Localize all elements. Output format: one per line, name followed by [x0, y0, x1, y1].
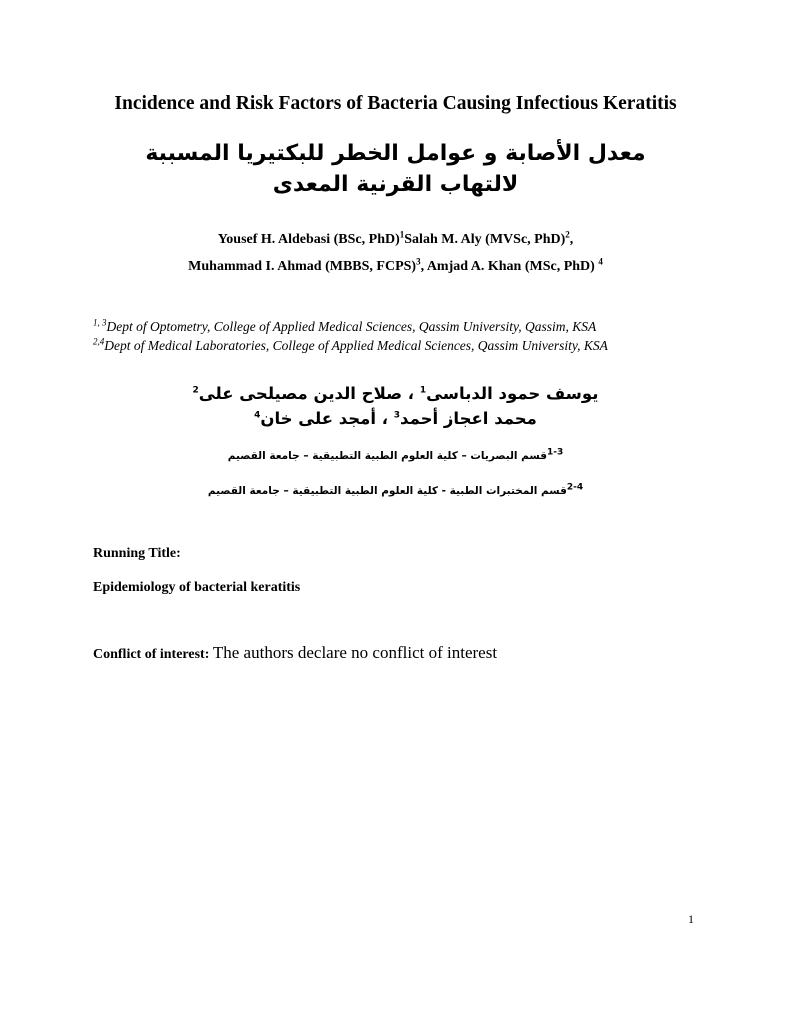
- arabic-affiliation-sup: 1-3: [546, 447, 564, 458]
- paper-title-arabic-line2: لالتهاب القرنية المعدى: [272, 172, 519, 197]
- author-separator: ,: [420, 259, 427, 274]
- affiliation-text: Dept of Optometry, College of Applied Medical Sciences, Qassim University, Qassim, KSA: [106, 319, 597, 334]
- author-affil-sup: 1: [399, 229, 405, 240]
- author-line-1: [0, 229, 791, 248]
- paper-title-english: Incidence and Risk Factors of Bacteria Causing Infectious Keratitis: [114, 93, 677, 114]
- arabic-author-name: محمد اعجاز أحمد: [400, 409, 537, 428]
- paper-title-arabic-line1: معدل الأصابة و عوامل الخطر للبكتيريا المسببة: [145, 141, 646, 166]
- running-title-label: Running Title:: [93, 546, 181, 561]
- running-title-value: Epidemiology of bacterial keratitis: [93, 580, 301, 595]
- arabic-affiliation-text: قسم البصريات – كلية العلوم الطبية التطبيقية – جامعة القصيم: [227, 450, 547, 462]
- affiliation-1: [93, 319, 596, 335]
- arabic-author-name: يوسف حمود الدباسى: [426, 384, 599, 403]
- author-affil-sup: 2: [565, 229, 570, 240]
- conflict-of-interest: [93, 643, 497, 663]
- affiliation-sup: 1, 3: [93, 317, 107, 328]
- affiliation-2: [93, 338, 608, 354]
- author-separator: ,: [569, 232, 574, 247]
- arabic-author-sup: 1: [419, 385, 427, 396]
- author-affil-sup: 3: [416, 256, 421, 267]
- page-number: 1: [688, 912, 694, 926]
- author-line-2: [0, 256, 791, 275]
- arabic-affiliation-1: [0, 447, 791, 462]
- author-name: Muhammad I. Ahmad (MBBS, FCPS): [188, 259, 417, 274]
- author-name: Yousef H. Aldebasi (BSc, PhD): [217, 232, 400, 247]
- author-name: Amjad A. Khan (MSc, PhD): [426, 259, 599, 274]
- conflict-text: The authors declare no conflict of interest: [212, 643, 498, 662]
- arabic-author-sup: 4: [254, 410, 261, 421]
- affiliation-sup: 2,4: [93, 336, 105, 347]
- arabic-author-line-2: [0, 409, 791, 428]
- affiliation-text: Dept of Medical Laboratories, College of Applied Medical Sciences, Qassim University, KSA: [104, 338, 608, 353]
- arabic-author-sup: 3: [393, 410, 401, 421]
- conflict-label: Conflict of interest:: [93, 647, 210, 662]
- author-name: Salah M. Aly (MVSc, PhD): [404, 232, 566, 247]
- arabic-author-line-1: [0, 384, 791, 403]
- author-affil-sup: 4: [598, 256, 603, 267]
- arabic-author-sup: 2: [192, 385, 199, 396]
- arabic-affiliation-sup: 2-4: [566, 482, 584, 493]
- arabic-author-name: ، أمجد على خان: [260, 409, 394, 428]
- arabic-author-name: ، صلاح الدين مصيلحى على: [198, 384, 420, 403]
- arabic-affiliation-text: قسم المختبرات الطبية - كلية العلوم الطبية التطبيقية – جامعة القصيم: [207, 485, 567, 497]
- arabic-affiliation-2: [0, 482, 791, 497]
